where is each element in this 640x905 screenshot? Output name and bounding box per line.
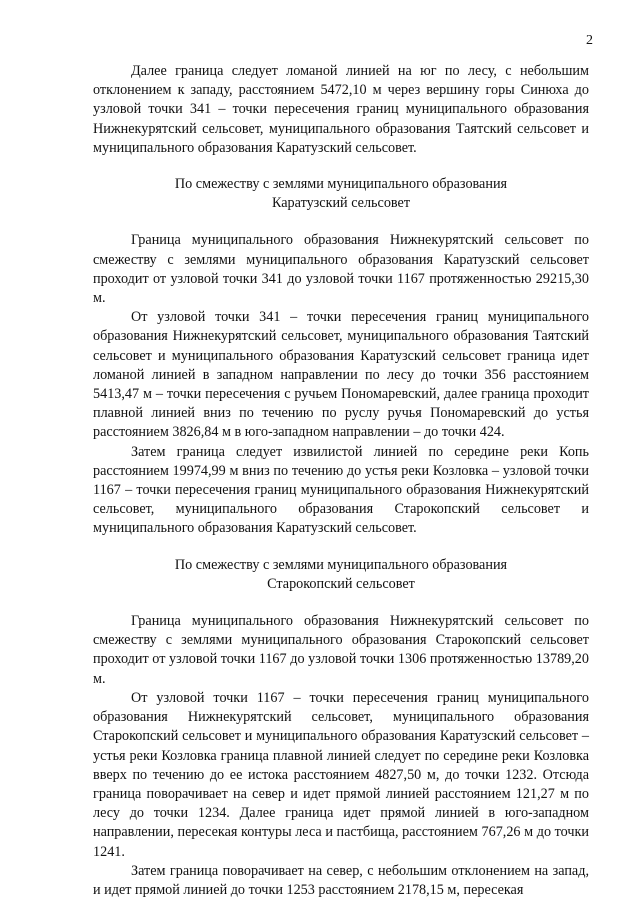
paragraph: От узловой точки 1167 – точки пересечения границ муниципального образования Нижнекурятский сельсовет, муниципального образования Старокопский сельсовет и муниципального образования Каратузский сельсовет – устья реки Козловка граница плавной линией следует по середине реки Козловка вверх по течению до ее истока расстоянием 4827,50 м, до точки 1232. Отсюда граница поворачивает на север и идет прямой линией расстоянием 121,27 м по лесу до точки 1234. Далее граница идет прямой линией в юго-западном направлении, пересекая контуры леса и пастбища, расстоянием 767,26 м до точки 1241. <box>93 689 589 860</box>
section-heading-line: Старокопский сельсовет <box>267 575 415 592</box>
section-heading-starokop <box>93 556 589 594</box>
paragraph: Граница муниципального образования Нижнекурятский сельсовет по смежеству с землями муниципального образования Старокопский сельсовет проходит от узловой точки 1167 до узловой точки 1306 протяженностью 13789,20 м. <box>93 613 589 687</box>
section-heading-line: По смежеству с землями муниципального образования <box>174 176 508 193</box>
page-number: 2 <box>586 33 593 48</box>
paragraph: Затем граница следует извилистой линией по середине реки Копь расстоянием 19974,99 м вниз по течению до устья реки Козловка – узловой точки 1167 – точки пересечения границ муниципального образования Нижнекурятский сельсовет, муниципального образования Старокопский сельсовет и муниципального образования Каратузский сельсовет. <box>93 443 589 537</box>
paragraph: Затем граница поворачивает на север, с небольшим отклонением на запад, и идет прямой линией до точки 1253 расстоянием 2178,15 м, пересекая <box>93 862 589 898</box>
paragraph: От узловой точки 341 – точки пересечения границ муниципального образования Нижнекурятский сельсовет, муниципального образования Таятский сельсовет и муниципального образования Каратузский сельсовет граница идет ломаной линией в западном направлении по лесу до точки 356 расстоянием 5413,47 м – точки пересечения с ручьем Пономаревский, далее граница проходит плавной линией вниз по течению по руслу ручья Пономаревский до устья расстоянием 3826,84 м в юго-западном направлении – до точки 424. <box>93 309 589 441</box>
section-heading-line: По смежеству с землями муниципального образования <box>174 556 508 573</box>
intro-paragraph: Далее граница следует ломаной линией на юг по лесу, с небольшим отклонением к западу, расстоянием 5472,10 м через вершину горы Синюха до узловой точки 341 – точки пересечения границ муниципального образования Нижнекурятский сельсовет, муниципального образования Таятский сельсовет и муниципального образования Каратузский сельсовет. <box>93 63 589 156</box>
document-body <box>93 62 589 900</box>
section-heading-line: Каратузский сельсовет <box>271 195 411 212</box>
section-heading-karatuz <box>93 175 589 213</box>
paragraph: Граница муниципального образования Нижнекурятский сельсовет по смежеству с землями муниципального образования Каратузский сельсовет проходит от узловой точки 341 до узловой точки 1167 протяженностью 29215,30 м. <box>93 232 589 307</box>
